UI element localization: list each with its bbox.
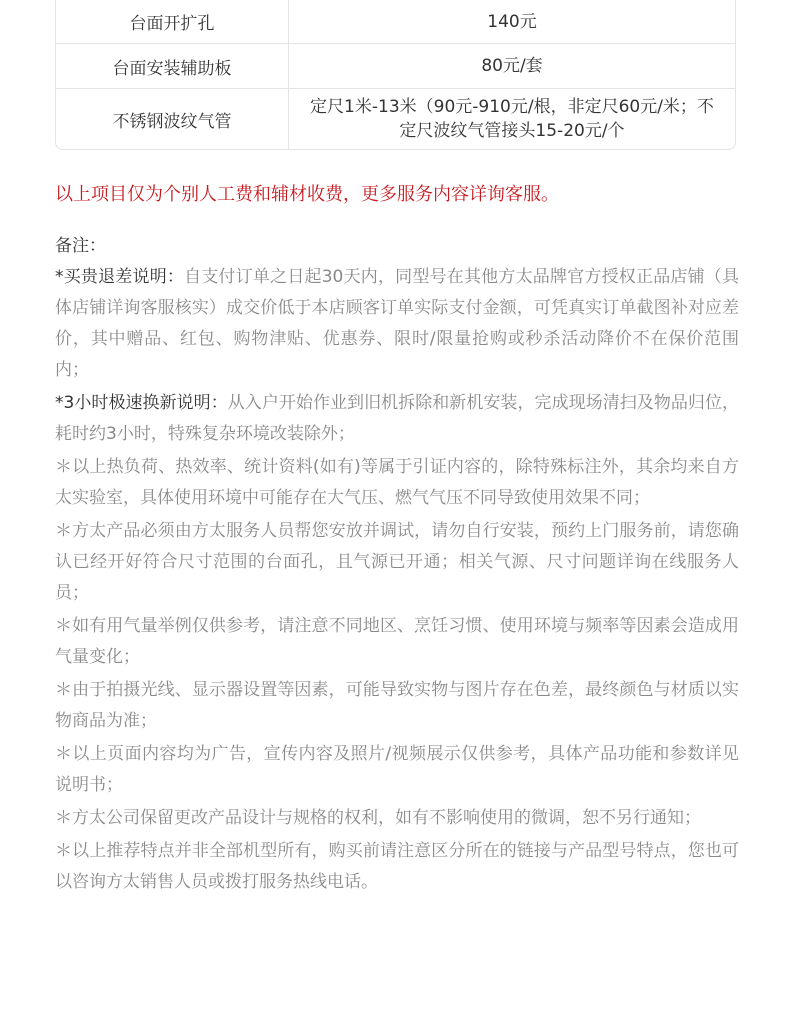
remarks-heading: 备注： (55, 236, 106, 256)
remark-text: ＊如有用气量举例仅供参考，请注意不同地区、烹饪习惯、使用环境与频率等因素会造成用气量变化； (55, 616, 739, 667)
table-row (56, 43, 735, 88)
remark-text: ＊由于拍摄光线、显示器设置等因素，可能导致实物与图片存在色差，最终颜色与材质以实物商品为准； (55, 680, 739, 731)
remark-text: 自支付订单之日起30天内，同型号在其他方太品牌官方授权正品店铺（具体店铺详询客服核实）成交价低于本店顾客订单实际支付金额，可凭真实订单截图补对应差价，其中赠品、红包、购物津贴、优惠券、限时/限量抢购或秒杀活动降价不在保价范围内； (55, 267, 740, 380)
service-notice: 以上项目仅为个别人工费和辅材收费，更多服务内容详询客服。 (55, 184, 559, 205)
remark-item (55, 262, 739, 386)
remark-text: 从入户开始作业到旧机拆除和新机安装，完成现场清扫及物品归位，耗时约3小时，特殊复杂环境改装除外； (55, 393, 739, 444)
remark-text: ＊方太产品必须由方太服务人员帮您安放并调试，请勿自行安装，预约上门服务前，请您确认已经开好符合尺寸范围的台面孔，且气源已开通；相关气源、尺寸问题详询在线服务人员； (55, 521, 739, 603)
remark-text: ＊以上热负荷、热效率、统计资料(如有)等属于引证内容的，除特殊标注外，其余均来自方太实验室，具体使用环境中可能存在大气压、燃气气压不同导致使用效果不同； (55, 457, 739, 508)
remark-item (55, 516, 739, 609)
remark-item (55, 836, 739, 898)
item-name-cell: 不锈钢波纹气管 (56, 89, 289, 149)
item-name-cell: 台面安装辅助板 (56, 44, 289, 88)
remarks-section (55, 232, 739, 898)
table-row (56, 88, 735, 149)
remark-item (55, 452, 739, 514)
remark-item (55, 739, 739, 801)
table-row (56, 0, 735, 43)
remark-item (55, 803, 739, 834)
price-table (55, 0, 736, 150)
item-price-cell: 定尺1米-13米（90元-910元/根，非定尺60元/米；不定尺波纹气管接头15-20元/个 (310, 97, 714, 141)
remark-lead: *3小时极速换新说明： (55, 393, 228, 413)
item-price-cell: 140元 (487, 11, 537, 32)
item-name-cell: 台面开扩孔 (56, 0, 289, 43)
remark-text: ＊方太公司保留更改产品设计与规格的权利，如有不影响使用的微调，恕不另行通知； (55, 808, 701, 828)
remark-text: ＊以上推荐特点并非全部机型所有，购买前请注意区分所在的链接与产品型号特点，您也可以咨询方太销售人员或拨打服务热线电话。 (55, 841, 739, 892)
remark-item (55, 611, 739, 673)
remark-lead: *买贵退差说明： (55, 267, 185, 287)
remark-item (55, 675, 739, 737)
remark-text: ＊以上页面内容均为广告，宣传内容及照片/视频展示仅供参考，具体产品功能和参数详见说明书； (55, 744, 739, 795)
item-price-cell: 80元/套 (481, 56, 543, 76)
remark-item (55, 388, 739, 450)
